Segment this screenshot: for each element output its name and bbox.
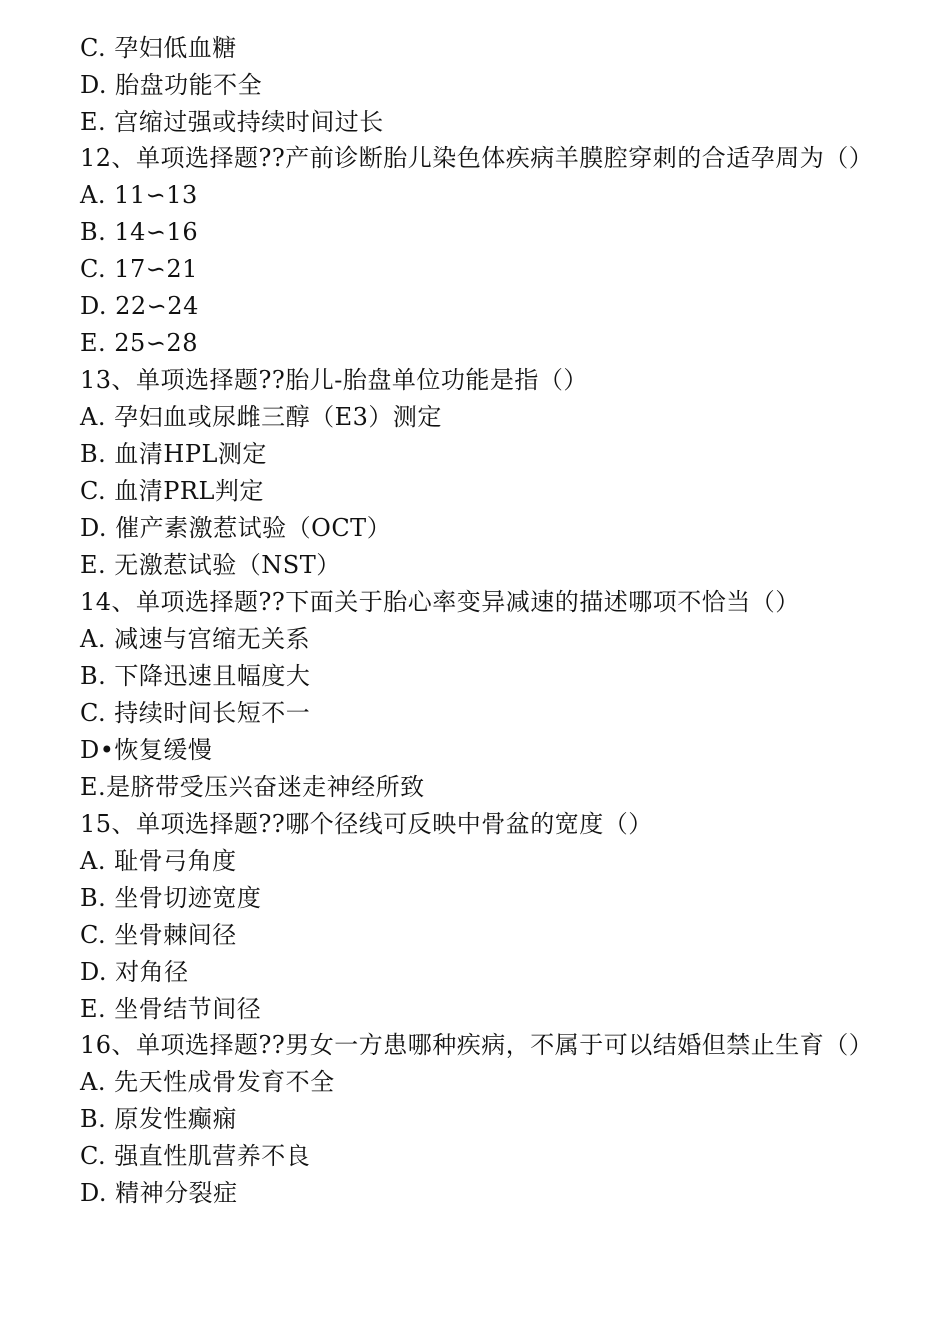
question-12-option-b: B. 14∽16 (80, 218, 199, 246)
question-16-option-b: B. 原发性癫痫 (80, 1105, 237, 1133)
question-13-option-b: B. 血清HPL测定 (80, 440, 267, 468)
question-16-option-c: C. 强直性肌营养不良 (80, 1142, 311, 1170)
question-14-option-e: E.是脐带受压兴奋迷走神经所致 (80, 773, 425, 801)
question-14-option-c: C. 持续时间长短不一 (80, 699, 311, 727)
question-13-option-e: E. 无激惹试验（NST） (80, 551, 341, 579)
question-15-stem: 15、单项选择题??哪个径线可反映中骨盆的宽度（） (80, 810, 653, 838)
question-13-option-c: C. 血清PRL判定 (80, 477, 264, 505)
question-15-option-e: E. 坐骨结节间径 (80, 995, 262, 1023)
option-e: E. 宫缩过强或持续时间过长 (80, 108, 384, 136)
question-15-option-b: B. 坐骨切迹宽度 (80, 884, 262, 912)
question-13-option-a: A. 孕妇血或尿雌三醇（E3）测定 (80, 403, 442, 431)
question-12-option-d: D. 22∽24 (80, 292, 199, 320)
question-13-stem: 13、单项选择题??胎儿-胎盘单位功能是指（） (80, 366, 588, 394)
question-13-option-d: D. 催产素激惹试验（OCT） (80, 514, 392, 542)
question-14-stem: 14、单项选择题??下面关于胎心率变异减速的描述哪项不恰当（） (80, 588, 800, 616)
question-16-option-a: A. 先天性成骨发育不全 (80, 1068, 335, 1096)
question-16-option-d: D. 精神分裂症 (80, 1179, 238, 1207)
question-14-option-d: D•恢复缓慢 (80, 736, 213, 764)
question-12-stem: 12、单项选择题??产前诊断胎儿染色体疾病羊膜腔穿刺的合适孕周为（） (80, 144, 874, 172)
question-list (80, 30, 874, 1212)
question-12-option-c: C. 17∽21 (80, 255, 198, 283)
question-15-option-d: D. 对角径 (80, 958, 189, 986)
question-12-option-e: E. 25∽28 (80, 329, 198, 357)
option-d: D. 胎盘功能不全 (80, 71, 263, 99)
question-16-stem: 16、单项选择题??男女一方患哪种疾病，不属于可以结婚但禁止生育（） (80, 1031, 874, 1059)
question-12-option-a: A. 11∽13 (80, 181, 198, 209)
question-15-option-c: C. 坐骨棘间径 (80, 921, 237, 949)
question-15-option-a: A. 耻骨弓角度 (80, 847, 237, 875)
option-c: C. 孕妇低血糖 (80, 34, 237, 62)
question-14-option-b: B. 下降迅速且幅度大 (80, 662, 311, 690)
question-14-option-a: A. 减速与宫缩无关系 (80, 625, 311, 653)
